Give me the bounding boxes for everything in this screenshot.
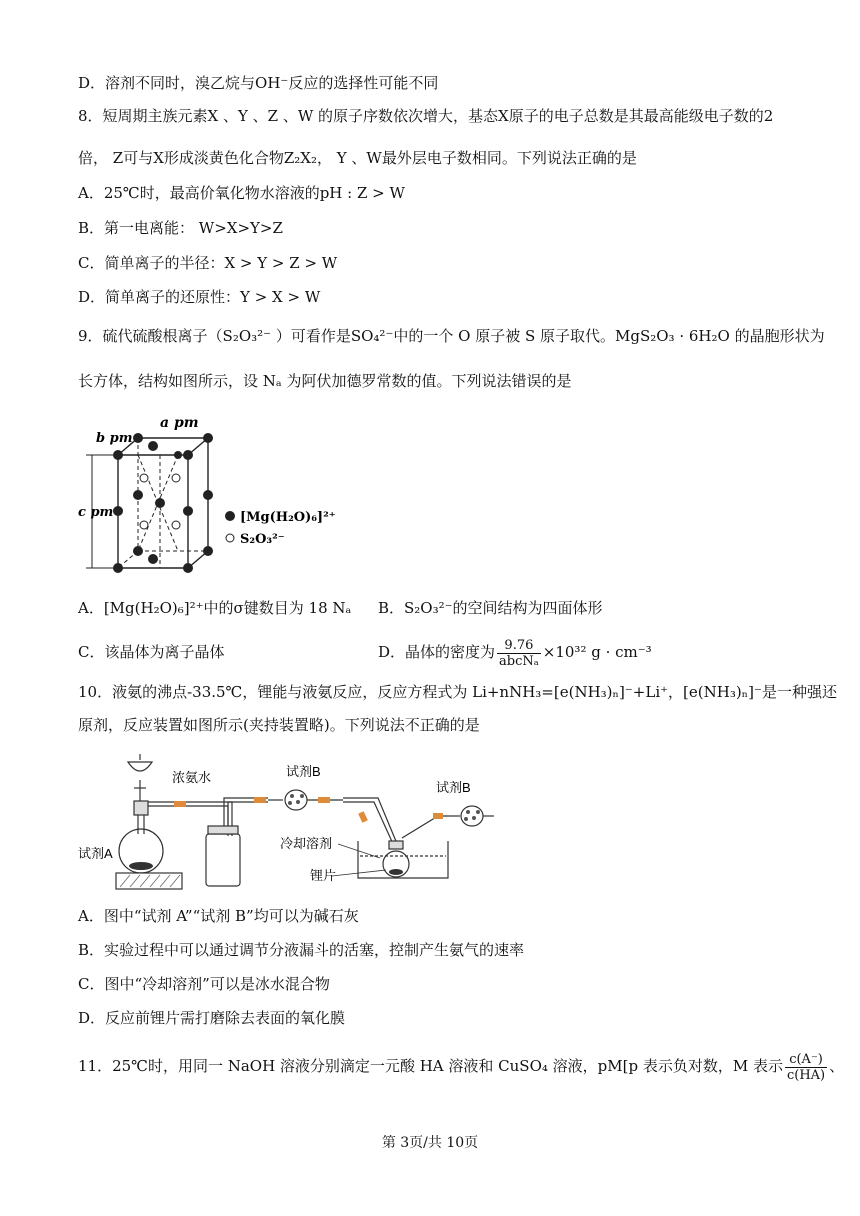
q9-option-b: B．S₂O₃²⁻的空间结构为四面体形 [378,599,603,617]
coolant-label: 冷却溶剂 [280,836,333,851]
a-dimension-label: a pm [160,415,199,431]
ammonia-label: 浓氨水 [172,770,212,785]
q11-stem-text: 11．25℃时，用同一 NaOH 溶液分别滴定一元酸 HA 溶液和 CuSO₄ 溶液，pM[p 表示负对数，M 表示 [78,1057,783,1075]
b-dimension-label: b pm [96,431,133,446]
q11-fraction-numerator: c(A⁻) [785,1052,827,1068]
q10-stem-line2: 原剂，反应装置如图所示(夹持装置略)。下列说法不正确的是 [78,716,480,734]
lithium-label: 锂片 [310,868,337,883]
q11-fraction-denominator: c(HA) [786,1067,826,1083]
reagent-b-label-1: 试剂B [286,764,321,779]
apparatus-diagram [78,746,508,891]
q10-stem-line1: 10．液氨的沸点-33.5℃，锂能与液氨反应，反应方程式为 Li+nNH₃=[e(NH₃)ₙ]⁻+Li⁺，[e(NH₃)ₙ]⁻是一种强还 [78,683,837,701]
q8-stem-line2: 倍， Z可与X形成淡黄色化合物Z₂X₂， Y 、W最外层电子数相同。下列说法正确的是 [78,149,637,167]
q8-option-a: A．25℃时，最高价氧化物水溶液的pH : Z > W [78,184,405,202]
q8-stem-line1: 8．短周期主族元素X 、Y 、Z 、W 的原子序数依次增大，基态X原子的电子总数是其最高能级电子数的2 [78,107,774,125]
q9-option-d-suffix: ×10³² g · cm⁻³ [542,643,652,661]
legend-mg-label: [Mg(H₂O)₆]²⁺ [240,510,336,525]
page-footer: 第 3页/共 10页 [381,1135,479,1151]
q8-option-b: B．第一电离能： W>X>Y>Z [78,219,283,237]
legend-s2o3-label: S₂O₃²⁻ [240,532,285,547]
q9-option-d [378,632,652,672]
q9-stem-line2: 长方体，结构如图所示，设 Nₐ 为阿伏加德罗常数的值。下列说法错误的是 [78,372,572,390]
density-fraction [497,638,541,669]
c-dimension-label: c pm [78,505,114,520]
q9-stem-line1: 9．硫代硫酸根离子（S₂O₃²⁻ ）可看作是SO₄²⁻中的一个 O 原子被 S 原子取代。MgS₂O₃ · 6H₂O 的晶胞形状为 [78,327,825,345]
q9-option-d-prefix: D．晶体的密度为 [378,643,496,661]
q7-option-d: D．溶剂不同时，溴乙烷与OH⁻反应的选择性可能不同 [78,74,439,92]
q9-option-c: C．该晶体为离子晶体 [78,643,225,661]
crystal-cell-figure [78,410,378,582]
q9-option-a: A．[Mg(H₂O)₆]²⁺中的σ键数目为 18 Nₐ [78,599,352,617]
q11-stem [78,1046,844,1086]
q8-option-d: D．简单离子的还原性：Y > X > W [78,288,321,306]
q10-option-d: D．反应前锂片需打磨除去表面的氧化膜 [78,1009,346,1027]
crystal-cell-diagram [78,410,378,582]
q10-option-c: C．图中“冷却溶剂”可以是冰水混合物 [78,975,330,993]
density-denominator: abcNₐ [499,653,539,669]
q11-ratio-fraction [785,1052,827,1083]
reagent-b-label-2: 试剂B [436,780,471,795]
apparatus-figure [78,746,508,891]
density-numerator: 9.76 [497,638,541,654]
q10-option-b: B．实验过程中可以通过调节分液漏斗的活塞，控制产生氨气的速率 [78,941,525,959]
q11-stem-tail: 、 [829,1057,845,1075]
reagent-a-label: 试剂A [78,846,113,861]
q8-option-c: C．简单离子的半径：X > Y > Z > W [78,254,338,272]
q10-option-a: A．图中“试剂 A”“试剂 B”均可以为碱石灰 [78,907,359,925]
